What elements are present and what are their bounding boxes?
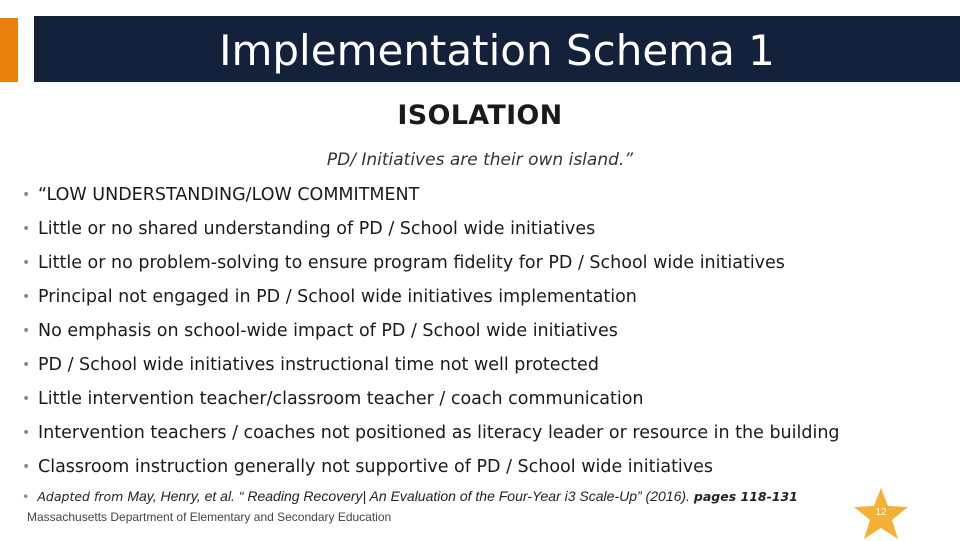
slide-title: Implementation Schema 1	[219, 26, 775, 75]
bullet-text: “LOW UNDERSTANDING/LOW COMMITMENT	[38, 185, 420, 205]
bullet-dot-icon: •	[22, 489, 30, 504]
bullet-dot-icon: •	[22, 391, 31, 407]
bullet-dot-icon: •	[22, 459, 31, 475]
bullet-text: No emphasis on school-wide impact of PD / School wide initiatives	[38, 321, 618, 341]
bullet-item	[22, 418, 840, 452]
citation-reference: May, Henry, et al. “ Reading Recovery| An Evaluation of the Four-Year i3 Scale-Up” (2016).	[127, 488, 690, 504]
bullet-text: Principal not engaged in PD / School wide initiatives implementation	[38, 287, 637, 307]
bullet-text: PD / School wide initiatives instructional time not well protected	[38, 355, 599, 375]
accent-bar	[0, 18, 18, 82]
title-bar	[34, 16, 960, 82]
bullet-item	[22, 384, 840, 418]
bullet-item	[22, 180, 840, 214]
bullet-item	[22, 350, 840, 384]
bullet-dot-icon: •	[22, 255, 31, 271]
bullet-dot-icon: •	[22, 425, 31, 441]
citation-prefix: Adapted from	[37, 489, 124, 504]
footer-text: Massachusetts Department of Elementary and Secondary Education	[27, 510, 392, 524]
slide-quote: PD/ Initiatives are their own island.”	[326, 150, 634, 170]
bullet-list	[22, 180, 840, 486]
bullet-text: Classroom instruction generally not supportive of PD / School wide initiatives	[38, 457, 714, 477]
page-number: 12	[875, 507, 887, 518]
bullet-text: Little or no problem-solving to ensure program fidelity for PD / School wide initiatives	[38, 253, 785, 273]
bullet-dot-icon: •	[22, 187, 31, 203]
bullet-item	[22, 282, 840, 316]
citation-pages: pages 118-131	[693, 489, 798, 504]
citation	[22, 488, 798, 504]
slide-subtitle: ISOLATION	[397, 100, 563, 131]
bullet-item	[22, 452, 840, 486]
bullet-item	[22, 316, 840, 350]
bullet-dot-icon: •	[22, 323, 31, 339]
bullet-text: Intervention teachers / coaches not positioned as literacy leader or resource in the building	[38, 423, 840, 443]
bullet-dot-icon: •	[22, 289, 31, 305]
bullet-dot-icon: •	[22, 357, 31, 373]
bullet-text: Little or no shared understanding of PD / School wide initiatives	[38, 219, 596, 239]
bullet-item	[22, 248, 840, 282]
bullet-dot-icon: •	[22, 221, 31, 237]
bullet-text: Little intervention teacher/classroom teacher / coach communication	[38, 389, 644, 409]
bullet-item	[22, 214, 840, 248]
